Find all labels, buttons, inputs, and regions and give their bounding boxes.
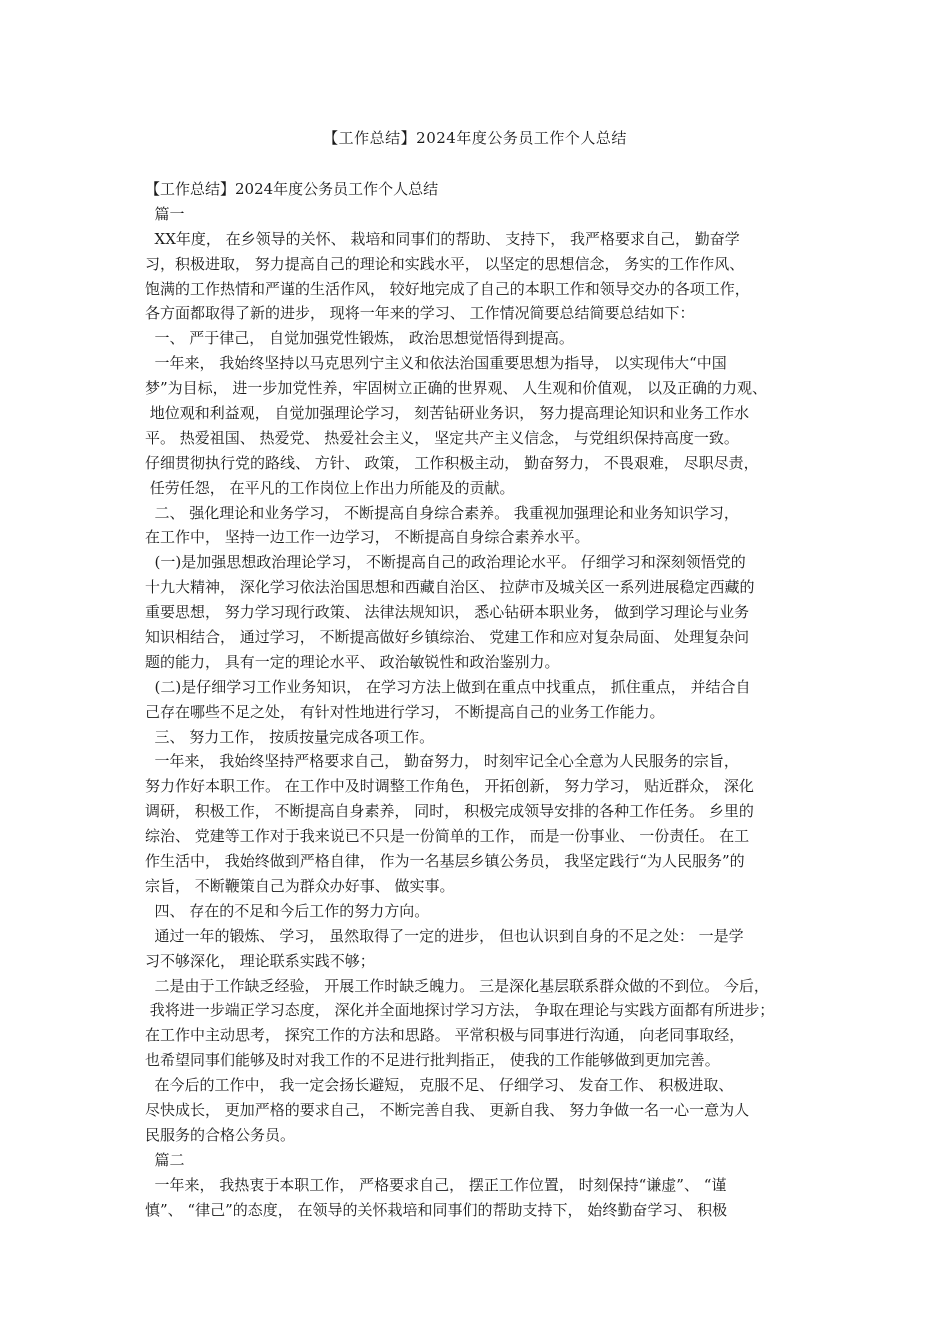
text-line: 知识相结合， 通过学习， 不断提高做好乡镇综治、 党建工作和应对复杂局面、 处理复杂问 [145, 628, 750, 647]
text-line: (二)是仔细学习工作业务知识， 在学习方法上做到在重点中找重点， 抓住重点， 并结合自 [145, 677, 751, 696]
text-line: 在今后的工作中， 我一定会扬长避短， 克服不足、 仔细学习、 发奋工作、 积极进取、 [145, 1076, 734, 1095]
text-line: 调研， 积极工作， 不断提高自身素养， 同时， 积极完成领导安排的各种工作任务。 乡里的 [145, 802, 754, 821]
text-line: 慎”、 “律己”的态度， 在领导的关怀栽培和同事们的帮助支持下， 始终勤奋学习、 积极 [145, 1200, 728, 1219]
text-line: 饱满的工作热情和严谨的生活作风， 较好地完成了自己的本职工作和领导交办的各项工作， [145, 279, 750, 298]
text-line: 在工作中， 坚持一边工作一边学习， 不断提高自身综合素养水平。 [145, 528, 590, 547]
text-line: 民服务的合格公务员。 [145, 1125, 296, 1144]
text-line: 努力作好本职工作。 在工作中及时调整工作角色， 开拓创新， 努力学习， 贴近群众， 深化 [145, 777, 754, 796]
text-line: 习不够深化， 理论联系实践不够； [145, 951, 375, 970]
text-line: 一年来， 我始终坚持以马克思列宁主义和依法治国重要思想为指导， 以实现伟大“中国 [145, 354, 727, 373]
text-line: 篇一 [145, 204, 185, 223]
text-line: 一、 严于律己， 自觉加强党性锻炼， 政治思想觉悟得到提高。 [145, 329, 574, 348]
text-line: 通过一年的锻炼、 学习， 虽然取得了一定的进步， 但也认识到自身的不足之处： 一是学 [145, 926, 744, 945]
text-line: 尽快成长， 更加严格的要求自己， 不断完善自我、 更新自我、 努力争做一名一心一意为人 [145, 1100, 750, 1119]
text-line: 各方面都取得了新的进步， 现将一年来的学习、 工作情况简要总结简要总结如下： [145, 304, 695, 323]
text-line: 重要思想， 努力学习现行政策、 法律法规知识， 悉心钻研本职业务， 做到学习理论与业务 [145, 603, 750, 622]
text-line: 【工作总结】2024年度公务员工作个人总结 [145, 180, 439, 198]
document-body [145, 177, 825, 1222]
text-line: 我将进一步端正学习态度， 深化并全面地探讨学习方法， 争取在理论与实践方面都有所进步； [145, 1001, 775, 1020]
text-line: 二、 强化理论和业务学习， 不断提高自身综合素养。 我重视加强理论和业务知识学习， [145, 503, 739, 522]
text-line: (一)是加强思想政治理论学习， 不断提高自己的政治理论水平。 仔细学习和深刻领悟党的 [145, 553, 746, 572]
text-line: 一年来， 我热衷于本职工作， 严格要求自己， 摆正工作位置， 时刻保持“谦虚”、 “谨 [145, 1175, 727, 1194]
text-line: 三、 努力工作， 按质按量完成各项工作。 [145, 727, 435, 746]
text-line: 地位观和利益观， 自觉加强理论学习， 刻苦钻研业务识， 努力提高理论知识和业务工作水 [145, 404, 750, 423]
text-line: 宗旨， 不断鞭策自己为群众办好事、 做实事。 [145, 876, 455, 895]
text-line: 任劳任怨， 在平凡的工作岗位上作出力所能及的贡献。 [145, 478, 515, 497]
text-line: 二是由于工作缺乏经验， 开展工作时缺乏魄力。 三是深化基层联系群众做的不到位。 今后， [145, 976, 769, 995]
text-line: 习，积极进取， 努力提高自己的理论和实践水平， 以坚定的思想信念， 务实的工作作风、 [145, 254, 745, 273]
text-line: 仔细贯彻执行党的路线、 方针、 政策， 工作积极主动， 勤奋努力， 不畏艰难， 尽职尽责， [145, 453, 759, 472]
text-line: 平。 热爱祖国、 热爱党、 热爱社会主义， 坚定共产主义信念， 与党组织保持高度一致。 [145, 428, 739, 447]
text-line: 梦”为目标， 进一步加党性养，牢固树立正确的世界观、 人生观和价值观， 以及正确的力观、 [145, 379, 767, 398]
text-line: 综治、 党建等工作对于我来说已不只是一份简单的工作， 而是一份事业、 一份责任。 在工 [145, 827, 750, 846]
text-line: 在工作中主动思考， 探究工作的方法和思路。 平常积极与同事进行沟通， 向老同事取经， [145, 1026, 745, 1045]
text-line: XX年度， 在乡领导的关怀、 栽培和同事们的帮助、 支持下， 我严格要求自己， 勤奋学 [145, 229, 740, 248]
text-line: 一年来， 我始终坚持严格要求自己， 勤奋努力， 时刻牢记全心全意为人民服务的宗旨， [145, 752, 739, 771]
text-line: 四、 存在的不足和今后工作的努力方向。 [145, 901, 430, 920]
text-line: 篇二 [145, 1150, 185, 1169]
text-line: 题的能力， 具有一定的理论水平、 政治敏锐性和政治鉴别力。 [145, 652, 560, 671]
text-line: 作生活中， 我始终做到严格自律， 作为一名基层乡镇公务员， 我坚定践行“为人民服务”的 [145, 852, 745, 871]
text-line: 己存在哪些不足之处， 有针对性地进行学习， 不断提高自己的业务工作能力。 [145, 702, 665, 721]
text-line: 也希望同事们能够及时对我工作的不足进行批判指正， 使我的工作能够做到更加完善。 [145, 1051, 720, 1070]
document-title: 【工作总结】2024年度公务员工作个人总结 [323, 129, 627, 147]
text-line: 十九大精神， 深化学习依法治国思想和西藏自治区、 拉萨市及城关区一系列进展稳定西藏的 [145, 578, 755, 597]
